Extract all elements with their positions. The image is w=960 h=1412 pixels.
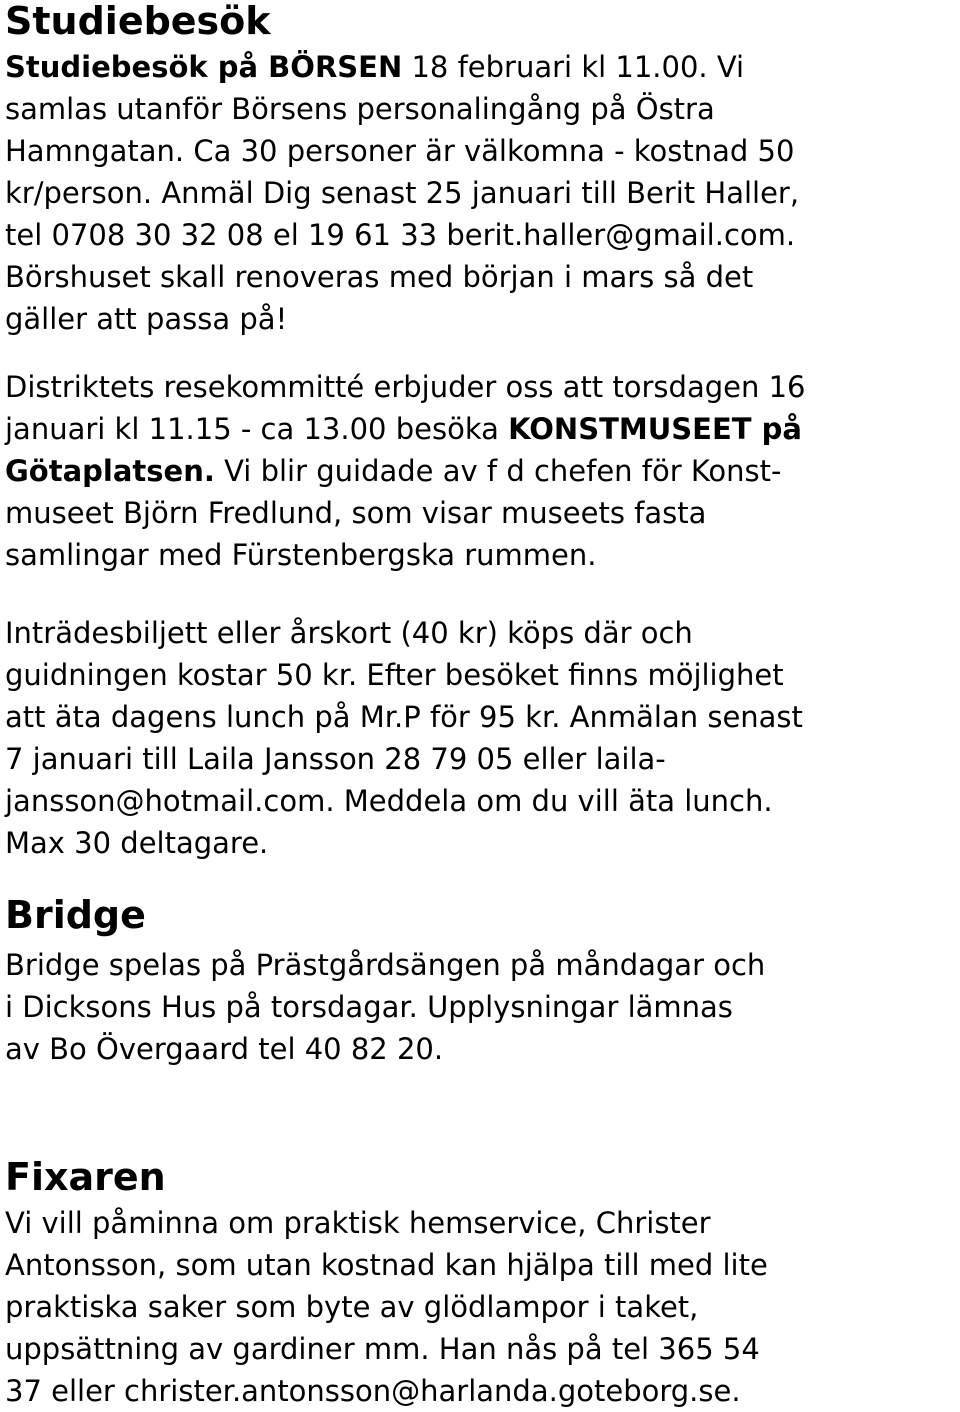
text-line: uppsättning av gardiner mm. Han nås på tel 365 54 [5, 1332, 760, 1366]
text-line: att äta dagens lunch på Mr.P för 95 kr. Anmälan senast [5, 700, 803, 734]
text-line [5, 408, 802, 450]
text-line: 37 eller christer.antonsson@harlanda.goteborg.se. [5, 1374, 741, 1408]
text-fragment: 18 februari kl 11.00. Vi [402, 50, 745, 84]
text-line: kr/person. Anmäl Dig senast 25 januari till Berit Haller, [5, 176, 800, 210]
text-line: Hamngatan. Ca 30 personer är välkomna - kostnad 50 [5, 134, 795, 168]
text-line: tel 0708 30 32 08 el 19 61 33 berit.haller@gmail.com. [5, 218, 796, 252]
text-line: Bridge spelas på Prästgårdsängen på måndagar och [5, 948, 766, 982]
section-heading-fixaren: Fixaren [5, 1155, 166, 1199]
text-line: gäller att passa på! [5, 302, 288, 336]
section-heading-bridge: Bridge [5, 893, 146, 937]
text-line: Inträdesbiljett eller årskort (40 kr) köps där och [5, 616, 693, 650]
text-line: Max 30 deltagare. [5, 826, 269, 860]
text-line: praktiska saker som byte av glödlampor i taket, [5, 1290, 699, 1324]
text-line [5, 450, 782, 492]
text-fragment: Vi blir guidade av f d chefen för Konst- [214, 454, 782, 488]
text-line: guidningen kostar 50 kr. Efter besöket finns möjlighet [5, 658, 784, 692]
text-fragment: januari kl 11.15 - ca 13.00 besöka [5, 412, 509, 446]
text-line: samlas utanför Börsens personalingång på Östra [5, 92, 715, 126]
event-location-gotaplatsen: Götaplatsen. [5, 454, 215, 488]
event-title-borsen: Studiebesök på BÖRSEN [5, 50, 403, 84]
text-line: samlingar med Fürstenbergska rummen. [5, 538, 597, 572]
text-line: i Dicksons Hus på torsdagar. Upplysningar lämnas [5, 990, 733, 1024]
event-title-konstmuseet: KONSTMUSEET på [508, 412, 802, 446]
text-line: jansson@hotmail.com. Meddela om du vill äta lunch. [5, 784, 773, 818]
text-line [5, 46, 744, 88]
text-line: Börshuset skall renoveras med början i mars så det [5, 260, 754, 294]
text-line: Vi vill påminna om praktisk hemservice, Christer [5, 1206, 711, 1240]
text-line: av Bo Övergaard tel 40 82 20. [5, 1032, 444, 1066]
section-heading-studiebesok: Studiebesök [5, 0, 271, 43]
text-line: Distriktets resekommitté erbjuder oss att torsdagen 16 [5, 370, 806, 404]
text-line: museet Björn Fredlund, som visar museets fasta [5, 496, 707, 530]
text-line: 7 januari till Laila Jansson 28 79 05 eller laila- [5, 742, 666, 776]
text-line: Antonsson, som utan kostnad kan hjälpa till med lite [5, 1248, 768, 1282]
